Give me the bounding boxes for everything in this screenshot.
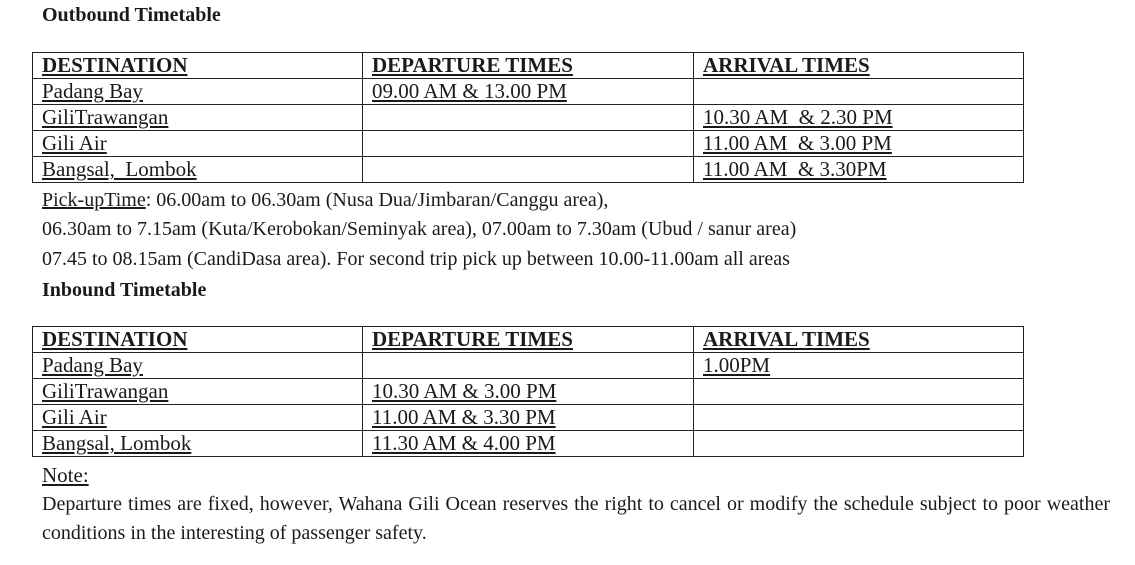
note-text: Departure times are fixed, however, Wahana Gili Ocean reserves the right to cancel or modify the schedule subject to poor weather conditions in the interesting of passenger safety. <box>42 493 1110 544</box>
outbound-timetable <box>32 52 1024 183</box>
table-row <box>33 431 1024 457</box>
table-row <box>33 157 1024 183</box>
table-row <box>33 379 1024 405</box>
pickup-line-1 <box>42 185 608 215</box>
arrival-cell: 11.00 AM & 3.00 PM <box>703 131 892 155</box>
inbound-title: Inbound Timetable <box>42 279 207 301</box>
destination-cell: Bangsal, Lombok <box>42 431 192 455</box>
destination-cell: GiliTrawangan <box>42 105 169 129</box>
column-header-arrival: ARRIVAL TIMES <box>694 53 1024 79</box>
destination-cell: Bangsal, Lombok <box>42 157 197 181</box>
arrival-cell: 11.00 AM & 3.30PM <box>703 157 887 181</box>
arrival-cell: 1.00PM <box>703 353 771 377</box>
table-row <box>33 79 1024 105</box>
pickup-line-1-text: : 06.00am to 06.30am (Nusa Dua/Jimbaran/Canggu area), <box>145 189 609 211</box>
departure-cell: 11.00 AM & 3.30 PM <box>372 405 556 429</box>
table-row <box>33 131 1024 157</box>
pickup-label: Pick-upTime <box>42 189 146 211</box>
table-row <box>33 353 1024 379</box>
destination-cell: Padang Bay <box>42 79 143 103</box>
destination-cell: Gili Air <box>42 131 107 155</box>
column-header-departure: DEPARTURE TIMES <box>363 53 694 79</box>
column-header-destination: DESTINATION <box>33 53 363 79</box>
column-header-departure: DEPARTURE TIMES <box>363 327 694 353</box>
column-header-arrival: ARRIVAL TIMES <box>694 327 1024 353</box>
inbound-timetable <box>32 326 1024 457</box>
pickup-line-2: 06.30am to 7.15am (Kuta/Kerobokan/Seminyak area), 07.00am to 7.30am (Ubud / sanur area) <box>42 218 797 240</box>
departure-cell: 09.00 AM & 13.00 PM <box>372 79 567 103</box>
departure-cell: 10.30 AM & 3.00 PM <box>372 379 557 403</box>
outbound-title: Outbound Timetable <box>42 4 221 26</box>
destination-cell: Gili Air <box>42 405 107 429</box>
table-header-row <box>33 327 1024 353</box>
table-row <box>33 105 1024 131</box>
destination-cell: GiliTrawangan <box>42 379 169 403</box>
pickup-line-3: 07.45 to 08.15am (CandiDasa area). For second trip pick up between 10.00-11.00am all areas <box>42 248 790 270</box>
column-header-destination: DESTINATION <box>33 327 363 353</box>
departure-cell: 11.30 AM & 4.00 PM <box>372 431 556 455</box>
table-header-row <box>33 53 1024 79</box>
destination-cell: Padang Bay <box>42 353 143 377</box>
arrival-cell: 10.30 AM & 2.30 PM <box>703 105 893 129</box>
table-row <box>33 405 1024 431</box>
note-label: Note: <box>42 463 89 487</box>
